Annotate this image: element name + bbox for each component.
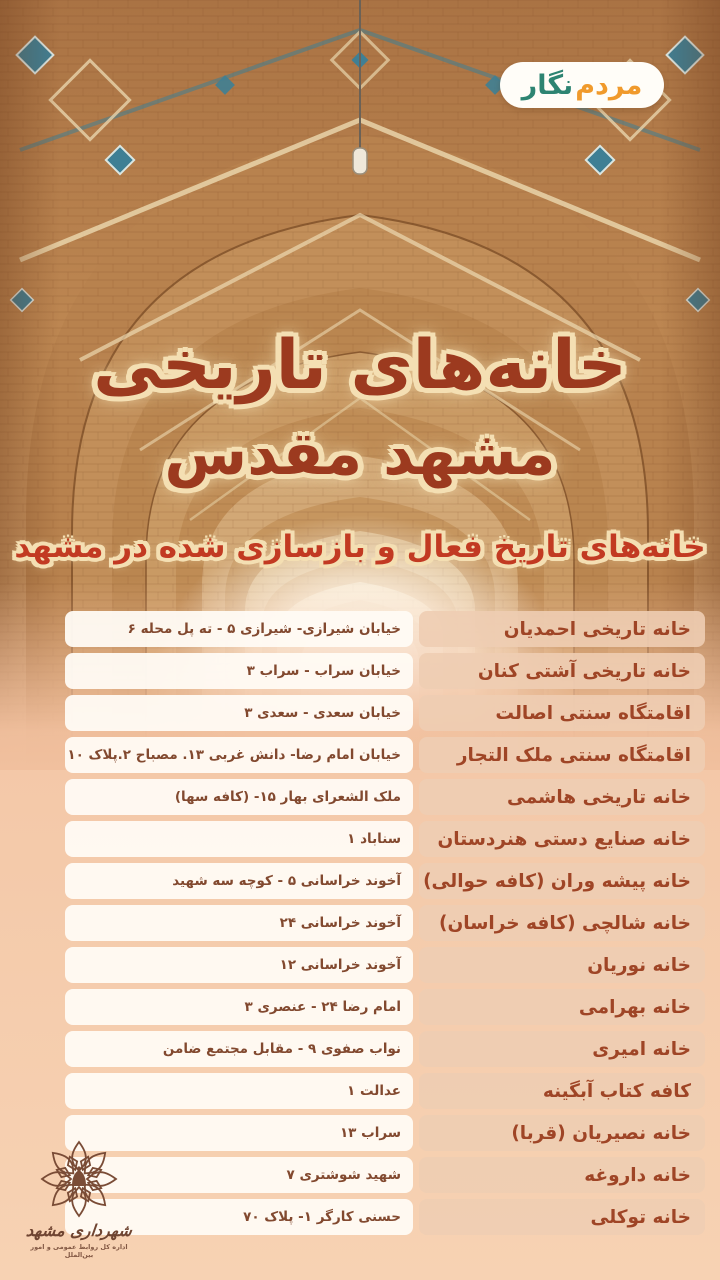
venue-row [65,1157,705,1193]
venue-name: اقامتگاه سنتی اصالت [419,695,705,731]
page-subtitle: خانه‌های تاریخ فعال و بازسازی شده در مشهد [14,529,706,565]
venue-name: خانه پیشه وران (کافه حوالی) [419,863,705,899]
venue-address: خیابان امام رضا- دانش غربی ۱۳. مصباح ۲.پلاک ۱۰ [65,737,413,773]
municipality-name: شهرداری مشهد [25,1221,133,1240]
mardomnegar-logo [500,62,664,108]
venue-row [65,1073,705,1109]
venue-name: خانه توکلی [419,1199,705,1235]
venue-address: نواب صفوی ۹ - مقابل مجتمع ضامن [65,1031,413,1067]
venue-name: خانه تاریخی احمدیان [419,611,705,647]
venue-row [65,1115,705,1151]
venue-row [65,611,705,647]
venue-name: خانه نوریان [419,947,705,983]
venue-name: خانه صنایع دستی هنردستان [419,821,705,857]
venue-row [65,989,705,1025]
venue-address: آخوند خراسانی ۱۲ [65,947,413,983]
venue-row [65,947,705,983]
venue-name: خانه امیری [419,1031,705,1067]
venue-address: سراب ۱۳ [65,1115,413,1151]
venue-address: آخوند خراسانی ۲۴ [65,905,413,941]
venue-name: خانه تاریخی آشتی کنان [419,653,705,689]
brand-text-mardom: مردم [575,69,643,101]
venue-row [65,1199,705,1235]
venue-row [65,737,705,773]
venue-address: حسنی کارگر ۱- پلاک ۷۰ [65,1199,413,1235]
page-title-line1: خانه‌های تاریخی [93,326,627,405]
venue-name: خانه داروغه [419,1157,705,1193]
page-title-line2: مشهد مقدس [164,419,556,489]
mashhad-municipality-logo [16,1138,142,1259]
venue-name: کافه کتاب آبگینه [419,1073,705,1109]
venue-address: خیابان سراب - سراب ۳ [65,653,413,689]
venue-name: خانه بهرامی [419,989,705,1025]
venue-row [65,905,705,941]
venue-row [65,695,705,731]
municipality-department: اداره کل روابط عمومی و امور بین‌الملل [30,1242,128,1259]
venue-row [65,863,705,899]
venue-row [65,821,705,857]
venue-name: اقامتگاه سنتی ملک التجار [419,737,705,773]
venue-name: خانه تاریخی هاشمی [419,779,705,815]
venue-row [65,779,705,815]
venue-address: عدالت ۱ [65,1073,413,1109]
venue-address: سناباد ۱ [65,821,413,857]
venue-address: خیابان شیرازی- شیرازی ۵ - ته پل محله ۶ [65,611,413,647]
venue-address: امام رضا ۲۴ - عنصری ۳ [65,989,413,1025]
venue-name: خانه نصیریان (قربا) [419,1115,705,1151]
venue-row [65,653,705,689]
venue-address: خیابان سعدی - سعدی ۳ [65,695,413,731]
venue-address: آخوند خراسانی ۵ - کوچه سه شهید [65,863,413,899]
venue-name: خانه شالچی (کافه خراسان) [419,905,705,941]
municipality-emblem-icon [38,1138,120,1220]
venue-address: ملک الشعرای بهار ۱۵- (کافه سها) [65,779,413,815]
brand-text-negar: نگار [521,69,574,101]
venue-row [65,1031,705,1067]
venue-address: شهید شوشتری ۷ [65,1157,413,1193]
